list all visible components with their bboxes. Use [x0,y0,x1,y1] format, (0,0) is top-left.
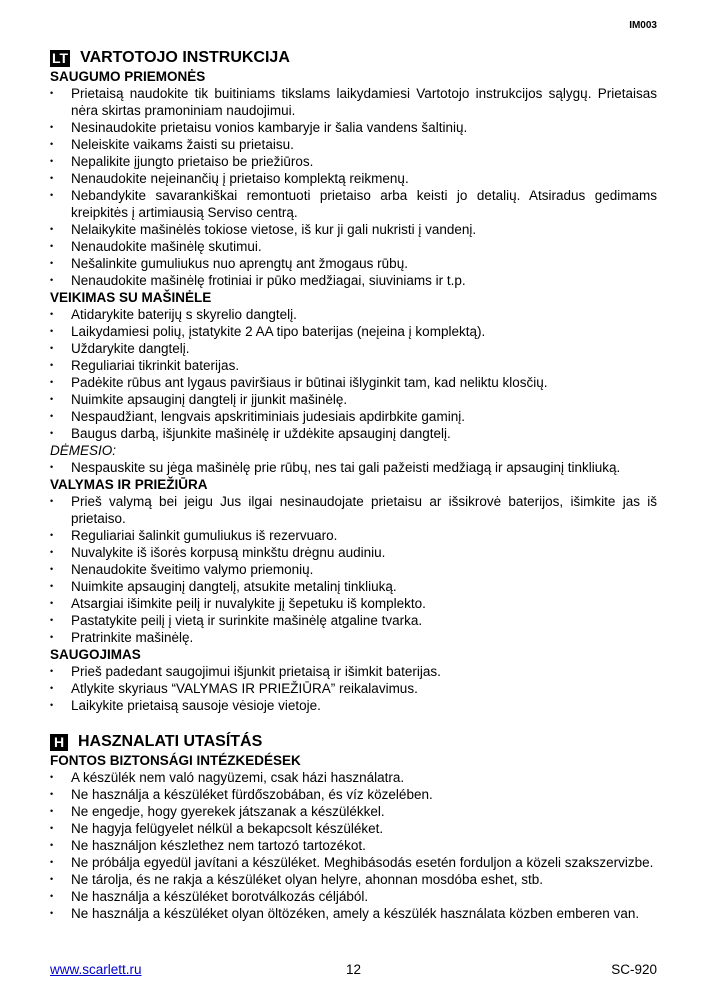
page-number: 12 [345,962,362,977]
list-item-text: Padėkite rūbus ant lygaus paviršiaus ir būtinai išlyginkit tam, kad neliktu klosčių. [71,375,548,390]
list-item-text: Ne próbálja egyedül javítani a készüléket. Meghibásodás esetén forduljon a közeli szakszervizbe. [71,855,654,870]
list-item-text: Nelaikykite mašinėlės tokiose vietose, iš kur ji gali nukristi į vandenį. [71,222,477,237]
list-item [50,888,657,905]
list-item [50,561,657,578]
bullet-icon: • [50,789,54,799]
list-item [50,612,657,629]
list-item-text: Nesinaudokite prietaisu vonios kambaryje ir šalia vandens šaltinių. [71,120,468,135]
bullet-icon: • [50,683,54,693]
list-item [50,272,657,289]
list-item [50,680,657,697]
list-item-text: Atsargiai išimkite peilį ir nuvalykite jį šepetuku iš komplekto. [71,596,426,611]
lt-language-badge: LT [52,49,69,66]
bullet-icon: • [50,547,54,557]
list-item [50,820,657,837]
list-item-text: Pratrinkite mašinėlę. [71,630,194,645]
bullet-icon: • [50,411,54,421]
bullet-icon: • [50,891,54,901]
list-item-text: Baugus darbą, išjunkite mašinėlę ir uždėkite apsauginį dangtelį. [71,426,451,441]
lt-attention-list [50,459,657,476]
list-item [50,527,657,544]
document-code: IM003 [629,20,657,31]
list-item-text: Ne használjon készlethez nem tartozó tartozékot. [71,838,366,853]
list-item-text: Nespauskite su jėga mašinėlę prie rūbų, nes tai gali pažeisti medžiagą ir apsauginį tinkliuką. [71,460,621,475]
lt-safety-list [50,85,657,289]
list-item-text: Pastatykite peilį į vietą ir surinkite mašinėlę atgaline tvarka. [71,613,423,628]
bullet-icon: • [50,343,54,353]
list-item-text: Nepalikite įjungto prietaiso be priežiūros. [71,154,314,169]
lt-storage-list [50,663,657,714]
list-item-text: Ne használja a készüléket borotválkozás céljából. [71,889,369,904]
bullet-icon: • [50,394,54,404]
bullet-icon: • [50,156,54,166]
hu-safety-heading: FONTOS BIZTONSÁGI INTÉZKEDÉSEK [50,753,301,768]
bullet-icon: • [50,874,54,884]
list-item [50,803,657,820]
lt-cleaning-list [50,493,657,646]
section-gap [50,714,657,732]
list-item-text: Ne hagyja felügyelet nélkül a bekapcsolt készüléket. [71,821,384,836]
list-item [50,340,657,357]
list-item [50,323,657,340]
list-item-text: Prieš padedant saugojimui išjunkit prietaisą ir išimkit baterijas. [71,664,441,679]
bullet-icon: • [50,224,54,234]
bullet-icon: • [50,462,54,472]
bullet-icon: • [50,598,54,608]
list-item-text: Atlykite skyriaus “VALYMAS IR PRIEŽIŪRA” reikalavimus. [71,681,418,696]
bullet-icon: • [50,173,54,183]
list-item-text: Nešalinkite gumuliukus nuo aprengtų ant žmogaus rūbų. [71,256,408,271]
list-item [50,357,657,374]
list-item [50,153,657,170]
bullet-icon: • [50,241,54,251]
list-item-text: Prietaisą naudokite tik buitiniams tikslams laikydamiesi Vartotojo instrukcijos sąlygų. Prietaisas nėra skirtas pramoniniam naudojimui. [71,86,657,118]
list-item [50,697,657,714]
lt-section-header [50,48,657,68]
list-item [50,837,657,854]
list-item-text: Nespaudžiant, lengvais apskritiminiais judesiais apdirbkite gaminį. [71,409,465,424]
lt-attention-label: DĖMESIO: [50,443,117,458]
hu-language-badge: H [50,734,68,751]
bullet-icon: • [50,908,54,918]
list-item [50,374,657,391]
bullet-icon: • [50,840,54,850]
hu-section-header [50,732,657,752]
list-item [50,85,657,119]
lt-cleaning-heading: VALYMAS IR PRIEŽIŪRA [50,477,208,492]
bullet-icon: • [50,632,54,642]
hu-safety-list [50,769,657,922]
bullet-icon: • [50,88,54,98]
list-item-text: Nuimkite apsauginį dangtelį ir įjunkit mašinėlę. [71,392,348,407]
list-item-text: Ne engedje, hogy gyerekek játszanak a készülékkel. [71,804,385,819]
list-item [50,408,657,425]
lt-section-title: VARTOTOJO INSTRUKCIJA [80,49,290,66]
list-item-text: Ne tárolja, és ne rakja a készüléket olyan helyre, ahonnan mosdóba eshet, stb. [71,872,544,887]
bullet-icon: • [50,309,54,319]
bullet-icon: • [50,857,54,867]
lt-safety-heading: SAUGUMO PRIEMONĖS [50,69,206,84]
bullet-icon: • [50,581,54,591]
list-item-text: Nenaudokite mašinėlę skutimui. [71,239,262,254]
list-item-text: Ne használja a készüléket olyan öltözéken, amely a készülék használata közben emberen van. [71,906,640,921]
list-item [50,493,657,527]
list-item-text: Ne használja a készüléket fürdőszobában, és víz közelében. [71,787,433,802]
bullet-icon: • [50,530,54,540]
bullet-icon: • [50,666,54,676]
bullet-icon: • [50,772,54,782]
lt-operation-heading: VEIKIMAS SU MAŠINĖLE [50,290,212,305]
lt-storage-heading: SAUGOJIMAS [50,647,141,662]
list-item [50,595,657,612]
list-item [50,629,657,646]
list-item [50,459,657,476]
model-number: SC-920 [611,962,657,977]
list-item-text: Nebandykite savarankiškai remontuoti prietaiso arba keisti jo detalių. Atsiradus gedimams kreipkitės į artimiausią Serviso centrą. [71,188,657,220]
list-item [50,255,657,272]
bullet-icon: • [50,700,54,710]
bullet-icon: • [50,564,54,574]
list-item [50,306,657,323]
list-item [50,425,657,442]
list-item-text: Prieš valymą bei jeigu Jus ilgai nesinaudojate prietaisu ar išsikrovė baterijos, išimkite jas iš prietaiso. [71,494,657,526]
website-link[interactable]: www.scarlett.ru [50,962,142,977]
bullet-icon: • [50,823,54,833]
page-content [50,48,657,922]
list-item [50,905,657,922]
list-item [50,871,657,888]
bullet-icon: • [50,615,54,625]
list-item-text: Nuvalykite iš išorės korpusą minkštu drėgnu audiniu. [71,545,386,560]
list-item [50,578,657,595]
lt-operation-list [50,306,657,442]
bullet-icon: • [50,190,54,200]
list-item [50,391,657,408]
list-item [50,136,657,153]
list-item-text: Neleiskite vaikams žaisti su prietaisu. [71,137,294,152]
list-item-text: Uždarykite dangtelį. [71,341,190,356]
bullet-icon: • [50,122,54,132]
list-item-text: A készülék nem való nagyüzemi, csak házi használatra. [71,770,405,785]
list-item-text: Nenaudokite šveitimo valymo priemonių. [71,562,314,577]
bullet-icon: • [50,428,54,438]
list-item [50,769,657,786]
list-item [50,663,657,680]
list-item-text: Atidarykite baterijų s skyrelio dangtelį. [71,307,297,322]
list-item-text: Laikydamiesi polių, įstatykite 2 AA tipo baterijas (neįeina į komplektą). [71,324,486,339]
bullet-icon: • [50,258,54,268]
list-item-text: Laikykite prietaisą sausoje vėsioje vietoje. [71,698,321,713]
list-item [50,238,657,255]
list-item-text: Nuimkite apsauginį dangtelį, atsukite metalinį tinkliuką. [71,579,397,594]
bullet-icon: • [50,139,54,149]
bullet-icon: • [50,806,54,816]
list-item [50,170,657,187]
list-item [50,786,657,803]
list-item [50,187,657,221]
bullet-icon: • [50,360,54,370]
hu-section-title: HASZNALATI UTASÍTÁS [78,733,263,750]
list-item-text: Nenaudokite mašinėlę frotiniai ir pūko medžiagai, siuviniams ir t.p. [71,273,466,288]
bullet-icon: • [50,275,54,285]
bullet-icon: • [50,496,54,506]
bullet-icon: • [50,326,54,336]
list-item [50,854,657,871]
page-footer [50,962,657,982]
list-item-text: Reguliariai šalinkit gumuliukus iš rezervuaro. [71,528,338,543]
list-item-text: Nenaudokite neįeinančių į prietaiso komplektą reikmenų. [71,171,409,186]
list-item [50,221,657,238]
bullet-icon: • [50,377,54,387]
list-item-text: Reguliariai tikrinkit baterijas. [71,358,240,373]
list-item [50,544,657,561]
list-item [50,119,657,136]
